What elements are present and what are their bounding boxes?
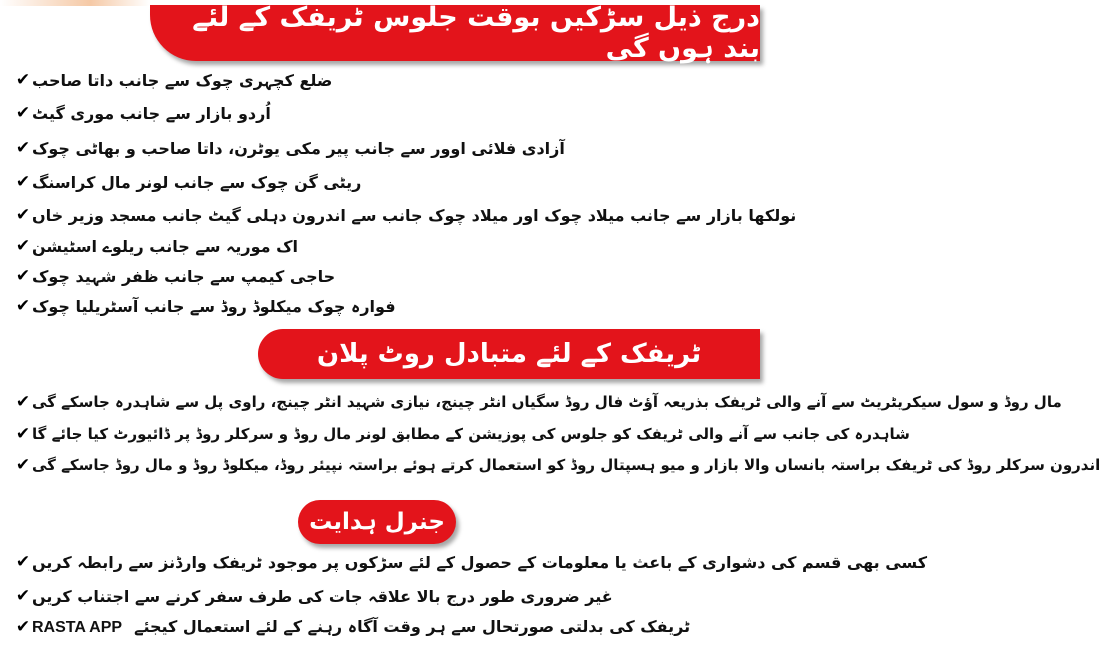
- list-item-text: شاہدرہ کی جانب سے آنے والی ٹریفک کو جلوس کی پوزیشن کے مطابق لونر مال روڈ و سرکلر روڈ پر ڈائیورٹ کیا جائے گا: [32, 425, 910, 443]
- list-item: [8, 236, 744, 256]
- check-mark-icon: ✔: [15, 205, 31, 225]
- check-mark-icon: ✔: [15, 138, 31, 158]
- list-item: [8, 424, 910, 444]
- check-mark-icon: ✔: [15, 552, 31, 572]
- list-item: [8, 138, 744, 158]
- list-item-text: ریٹی گن چوک سے جانب لونر مال کراسنگ: [32, 172, 362, 192]
- list-item-text: اک موریہ سے جانب ریلوے اسٹیشن: [32, 236, 298, 256]
- check-mark-icon: ✔: [15, 392, 31, 412]
- alternate-route-title: ٹریفک کے لئے متبادل روٹ پلان: [316, 339, 702, 369]
- alternate-route-banner: [258, 329, 760, 379]
- check-mark-icon: ✔: [15, 455, 31, 475]
- list-item: [8, 586, 744, 606]
- list-item: [8, 205, 797, 225]
- check-mark-icon: ✔: [15, 424, 31, 444]
- list-item: [8, 296, 744, 316]
- list-item: [8, 70, 744, 90]
- list-item: [8, 266, 744, 286]
- list-item-text: غیر ضروری طور درج بالا علاقہ جات کی طرف سفر کرنے سے اجتناب کریں: [32, 586, 613, 606]
- general-instructions-banner: [298, 500, 456, 544]
- check-mark-icon: ✔: [15, 296, 31, 316]
- list-item: [8, 617, 744, 637]
- list-item-text: مال روڈ و سول سیکریٹریٹ سے آنے والی ٹریفک بذریعہ آؤٹ فال روڈ سگیاں انٹر چینج، نیازی شہید انٹر چینج، راوی پل سے شاہدرہ جاسکے گی: [32, 393, 1062, 411]
- check-mark-icon: ✔: [15, 103, 31, 123]
- closed-roads-banner: [150, 2, 760, 64]
- list-item-text: نولکھا بازار سے جانب میلاد چوک اور میلاد چوک جانب سے اندرون دہلی گیٹ جانب مسجد وزیر خاں: [32, 205, 797, 225]
- list-item: [8, 172, 744, 192]
- check-mark-icon: ✔: [15, 586, 31, 606]
- check-mark-icon: ✔: [15, 266, 31, 286]
- check-mark-icon: ✔: [15, 172, 31, 192]
- top-decoration: [0, 0, 150, 6]
- check-mark-icon: ✔: [15, 236, 31, 256]
- closed-roads-title: درج ذیل سڑکیں بوقت جلوس ٹریفک کے لئے بند ہوں گی: [192, 2, 760, 64]
- general-instructions-title: جنرل ہدایت: [309, 509, 445, 535]
- check-mark-icon: ✔: [15, 617, 31, 637]
- list-item-text: اندرون سرکلر روڈ کی ٹریفک براستہ بانساں والا بازار و میو ہسپتال روڈ کو استعمال کرتے ہوئے براستہ نپیئر روڈ، میکلوڈ روڈ و مال روڈ جاسکے گی: [32, 456, 1100, 474]
- list-item-text: ضلع کچہری چوک سے جانب داتا صاحب: [32, 70, 333, 90]
- rasta-app-name: RASTA APP: [32, 619, 123, 636]
- list-item-text: اُردو بازار سے جانب موری گیٹ: [32, 103, 271, 123]
- list-item: [8, 103, 744, 123]
- list-item: [8, 552, 928, 572]
- list-item-text: فوارہ چوک میکلوڈ روڈ سے جانب آسٹریلیا چوک: [32, 296, 396, 316]
- list-item-text: آزادی فلائی اوور سے جانب پیر مکی یوٹرن، داتا صاحب و بھاٹی چوک: [32, 138, 565, 158]
- list-item-text: کسی بھی قسم کی دشواری کے باعث یا معلومات کے حصول کے لئے سڑکوں پر موجود ٹریفک وارڈنز سے رابطہ کریں: [32, 552, 928, 572]
- list-item: [8, 392, 1062, 412]
- list-item-text-main: ٹریفک کی بدلتی صورتحال سے ہر وقت آگاہ رہنے کے لئے استعمال کیجئے: [134, 617, 691, 636]
- list-item: [8, 455, 1100, 475]
- check-mark-icon: ✔: [15, 70, 31, 90]
- list-item-text: حاجی کیمپ سے جانب ظفر شہید چوک: [32, 266, 336, 286]
- list-item-text: [32, 617, 690, 637]
